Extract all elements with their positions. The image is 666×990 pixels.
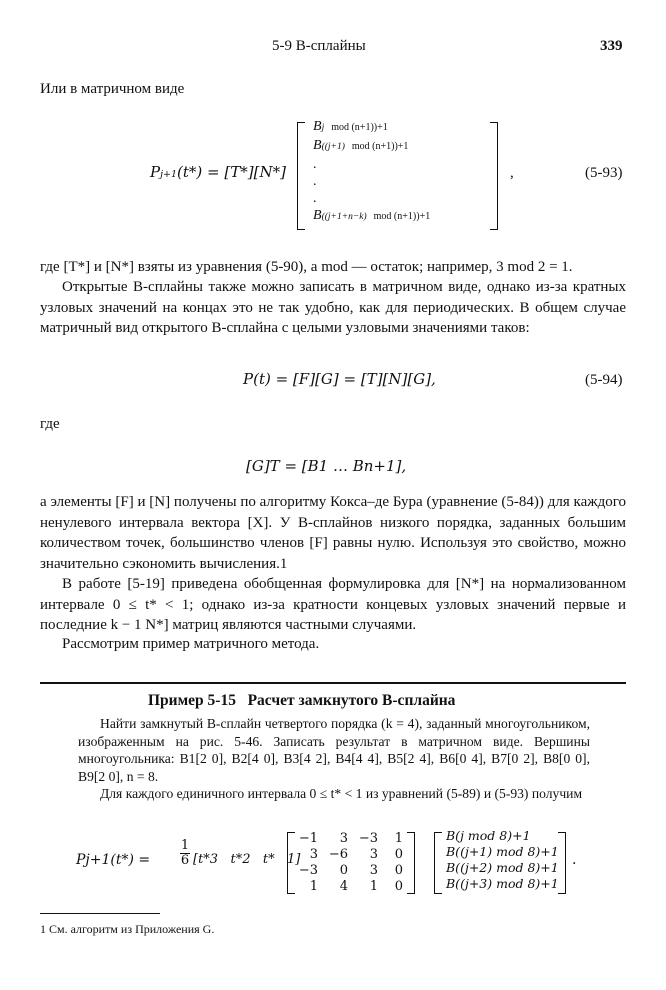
eq-5-93-row: .: [313, 191, 317, 206]
example-matrix-left-bracket: [287, 832, 295, 894]
footnote-rule: [40, 913, 160, 914]
matrix-cell: −1: [298, 831, 318, 846]
paragraph-1: где [T*] и [N*] взяты из уравнения (5-90), а mod — остаток; например, 3 mod 2 = 1.: [40, 259, 573, 275]
footnote: 1 См. алгоритм из Приложения G.: [40, 922, 215, 936]
example-bvec: [446, 828, 559, 892]
matrix-cell: 1: [309, 879, 318, 894]
page-number: 339: [600, 38, 623, 54]
eq-5-93-row: .: [313, 157, 317, 172]
bvec-row: B((j+1) mod 8)+1: [446, 844, 559, 859]
matrix-cell: −3: [358, 831, 378, 846]
matrix-cell: 0: [394, 847, 403, 862]
bvec-row: B((j+3) mod 8)+1: [446, 876, 559, 891]
eq-g-transpose: [G]T = [B1 … Bn+1],: [246, 457, 407, 475]
paragraph-5: Рассмотрим пример матричного метода.: [62, 636, 320, 652]
example-matrix: [295, 828, 415, 898]
eq-5-93-row: Bj mod (n+1))+1: [313, 119, 388, 134]
matrix-cell: 3: [309, 847, 318, 862]
example-frac-num: 1: [180, 838, 190, 853]
eq-5-93-row: .: [313, 174, 317, 189]
bvec-row: B(j mod 8)+1: [446, 828, 531, 843]
example-tvec: [t*3 t*2 t* 1]: [193, 852, 301, 867]
eq-5-93-lhs: Pj+1(t*) = [T*][N*]: [150, 163, 286, 181]
example-frac-den: 6: [180, 853, 190, 868]
matrix-cell: 0: [339, 863, 348, 878]
eq-5-94-label: (5-94): [585, 372, 623, 388]
matrix-cell: 0: [394, 879, 403, 894]
example-trailing: .: [572, 852, 577, 868]
example-matrix-right-bracket: [407, 832, 415, 894]
eq-5-93-right-bracket: [490, 122, 498, 230]
matrix-cell: 3: [369, 863, 378, 878]
intro-text: Или в матричном виде: [40, 81, 185, 97]
where-text: где: [40, 416, 60, 432]
example-bvec-left-bracket: [434, 832, 442, 894]
matrix-cell: 3: [369, 847, 378, 862]
example-bvec-right-bracket: [558, 832, 566, 894]
eq-5-93-row: B((j+1+n−k) mod (n+1))+1: [313, 208, 431, 223]
running-header-section: 5-9 B-сплайны: [272, 38, 366, 54]
matrix-cell: 3: [339, 831, 348, 846]
example-text-2: Для каждого единичного интервала 0 ≤ t* < 1 из уравнений (5-89) и (5-93) получим: [100, 786, 583, 801]
matrix-cell: 4: [339, 879, 348, 894]
eq-5-93-trailing: ,: [510, 165, 514, 181]
matrix-cell: 0: [394, 863, 403, 878]
eq-5-94-body: P(t) = [F][G] = [T][N][G],: [243, 370, 436, 388]
eq-5-93-label: (5-93): [585, 165, 623, 181]
example-top-rule: [40, 682, 626, 684]
example-text-1: Найти замкнутый B-сплайн четвертого порядка (k = 4), заданный многоугольником, изображенным на рис. 5-46. Записать результат в матричном виде. Вершины многоугольника: B1[2 0], B2[4 0], B3[4 2], B4[4 4], B5[2 4], B6[0 4], B7[0 2], B8[0 0], B9[2 0], n = 8.: [78, 716, 590, 784]
example-title: Пример 5-15 Расчет замкнутого B-сплайна: [148, 692, 456, 709]
matrix-cell: −3: [298, 863, 318, 878]
paragraph-2: Открытые B-сплайны также можно записать в матричном виде, однако из-за кратных узловых значений на концах это не так удобно, как для периодических. В общем случае матричный вид открытого B-сплайна с целыми узловыми значениями таков:: [40, 279, 626, 336]
paragraph-4: В работе [5-19] приведена обобщенная формулировка для [N*] на нормализованном интервале 0 ≤ t* < 1; однако из-за кратности концевых узловых значений первые и последние k − 1 N*] матриц являются частными случаями.: [40, 576, 626, 633]
matrix-cell: 1: [394, 831, 403, 846]
eq-5-93-vector: [313, 118, 430, 226]
example-eq-lhs: Pj+1(t*) =: [76, 852, 151, 868]
paragraph-3: а элементы [F] и [N] получены по алгоритму Кокса–де Бура (уравнение (5-84)) для каждого ненулевого интервала вектора [X]. У B-сплайнов низкого порядка, заданных большим количеством точек, большинство членов [F] равны нулю. Используя это свойство, можно значительно сэкономить вычисления.1: [40, 494, 626, 572]
bvec-row: B((j+2) mod 8)+1: [446, 860, 559, 875]
eq-5-93-left-bracket: [297, 122, 305, 230]
eq-5-93-row: B((j+1) mod (n+1))+1: [313, 138, 409, 153]
example-frac: [180, 838, 190, 868]
matrix-cell: −6: [328, 847, 348, 862]
matrix-cell: 1: [369, 879, 378, 894]
